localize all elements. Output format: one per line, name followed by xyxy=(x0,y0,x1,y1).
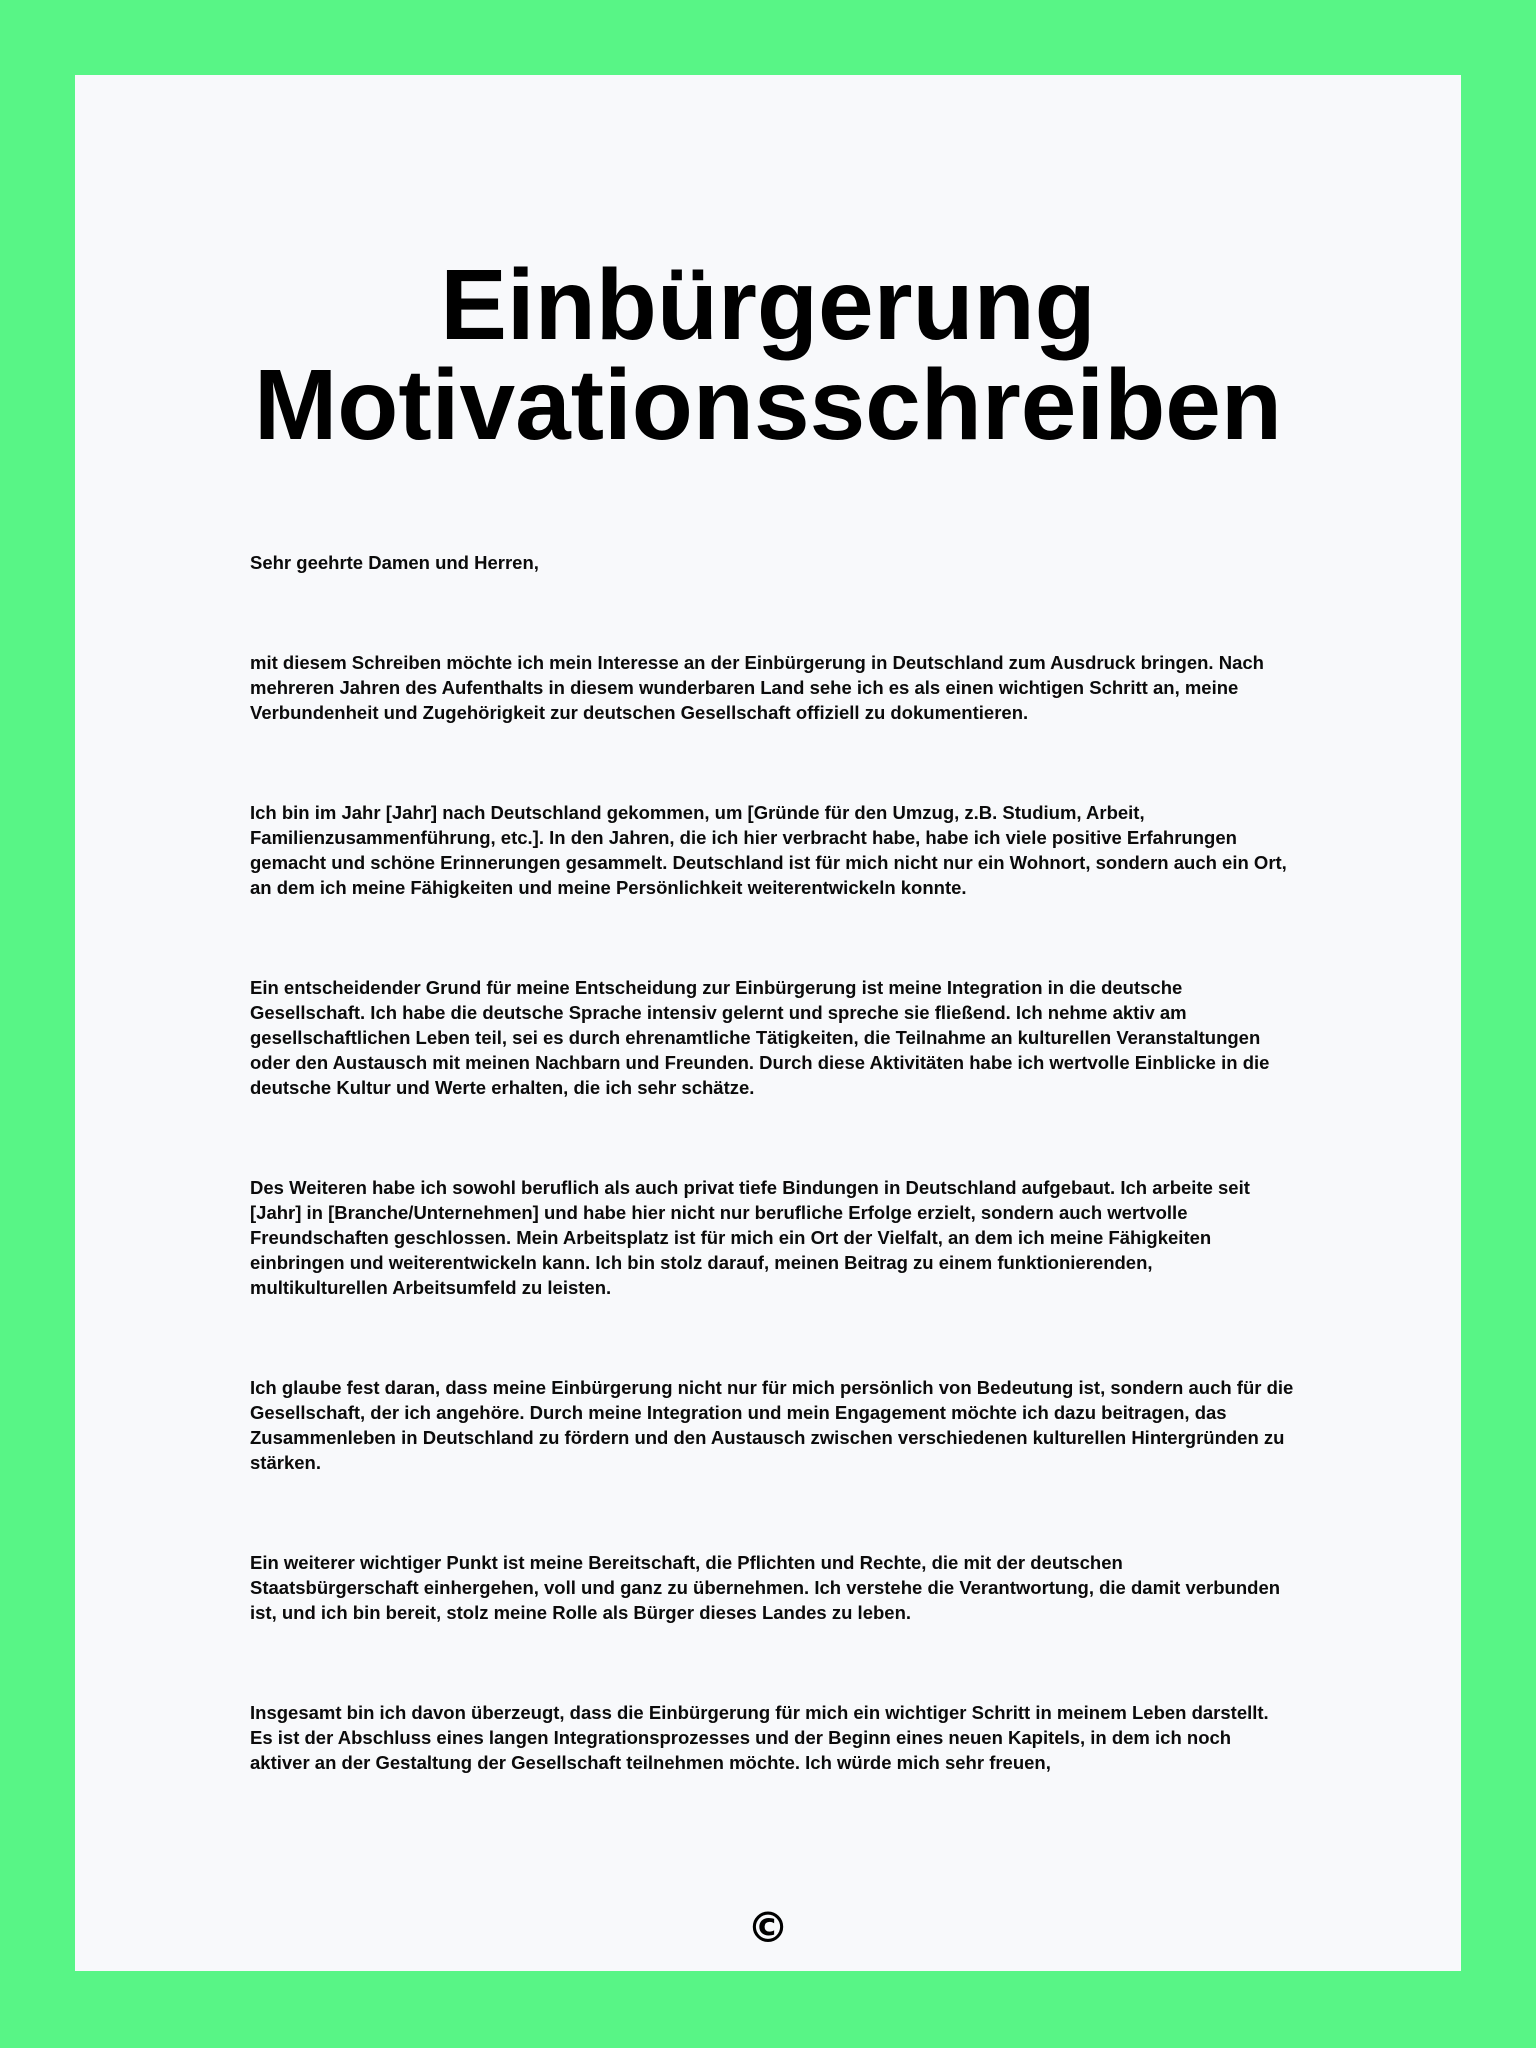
letter-body xyxy=(250,550,1295,1775)
paragraph-2: Ich bin im Jahr [Jahr] nach Deutschland gekommen, um [Gründe für den Umzug, z.B. Studium, Arbeit, Familienzusammenführung, etc.]. In den Jahren, die ich hier verbracht habe, habe ich viele positive Erfahrungen gemacht und schöne Erinnerungen gesammelt. Deutschland ist für mich nicht nur ein Wohnort, sondern auch ein Ort, an dem ich meine Fähigkeiten und meine Persönlichkeit weiterentwickeln konnte. xyxy=(250,802,1287,898)
paragraph-4: Des Weiteren habe ich sowohl beruflich als auch privat tiefe Bindungen in Deutschland aufgebaut. Ich arbeite seit [Jahr] in [Branche/Unternehmen] und habe hier nicht nur berufliche Erfolge erzielt, sondern auch wertvolle Freundschaften geschlossen. Mein Arbeitsplatz ist für mich ein Ort der Vielfalt, an dem ich meine Fähigkeiten einbringen und weiterentwickeln kann. Ich bin stolz darauf, meinen Beitrag zu einem funktionierenden, multikulturellen Arbeitsumfeld zu leisten. xyxy=(250,1177,1250,1298)
paragraph-5: Ich glaube fest daran, dass meine Einbürgerung nicht nur für mich persönlich von Bedeutung ist, sondern auch für die Gesellschaft, der ich angehöre. Durch meine Integration und mein Engagement möchte ich dazu beitragen, das Zusammenleben in Deutschland zu fördern und den Austausch zwischen verschiedenen kulturellen Hintergründen zu stärken. xyxy=(250,1377,1294,1473)
document-title xyxy=(75,249,1461,461)
paragraph-1: mit diesem Schreiben möchte ich mein Interesse an der Einbürgerung in Deutschland zum Ausdruck bringen. Nach mehreren Jahren des Aufenthalts in diesem wunderbaren Land sehe ich es als einen wichtigen Schritt an, meine Verbundenheit und Zugehörigkeit zur deutschen Gesellschaft offiziell zu dokumentieren. xyxy=(250,652,1264,723)
title-line-1: Einbürgerung xyxy=(440,249,1096,361)
title-line-2: Motivationsschreiben xyxy=(254,349,1282,461)
document-page xyxy=(75,75,1461,1971)
paragraph-6: Ein weiterer wichtiger Punkt ist meine Bereitschaft, die Pflichten und Rechte, die mit der deutschen Staatsbürgerschaft einhergehen, voll und ganz zu übernehmen. Ich verstehe die Verantwortung, die damit verbunden ist, und ich bin bereit, stolz meine Rolle als Bürger dieses Landes zu leben. xyxy=(250,1552,1281,1623)
paragraph-7: Insgesamt bin ich davon überzeugt, dass die Einbürgerung für mich ein wichtiger Schritt in meinem Leben darstellt. Es ist der Abschluss eines langen Integrationsprozesses und der Beginn eines neuen Kapitels, in dem ich noch aktiver an der Gestaltung der Gesellschaft teilnehmen möchte. Ich würde mich sehr freuen, xyxy=(250,1702,1269,1773)
salutation: Sehr geehrte Damen und Herren, xyxy=(250,552,539,573)
copyright-icon: © xyxy=(747,1903,789,1952)
paragraph-3: Ein entscheidender Grund für meine Entscheidung zur Einbürgerung ist meine Integration in die deutsche Gesellschaft. Ich habe die deutsche Sprache intensiv gelernt und spreche sie fließend. Ich nehme aktiv am gesellschaftlichen Leben teil, sei es durch ehrenamtliche Tätigkeiten, die Teilnahme an kulturellen Veranstaltungen oder den Austausch mit meinen Nachbarn und Freunden. Durch diese Aktivitäten habe ich wertvolle Einblicke in die deutsche Kultur und Werte erhalten, die ich sehr schätze. xyxy=(250,977,1270,1098)
